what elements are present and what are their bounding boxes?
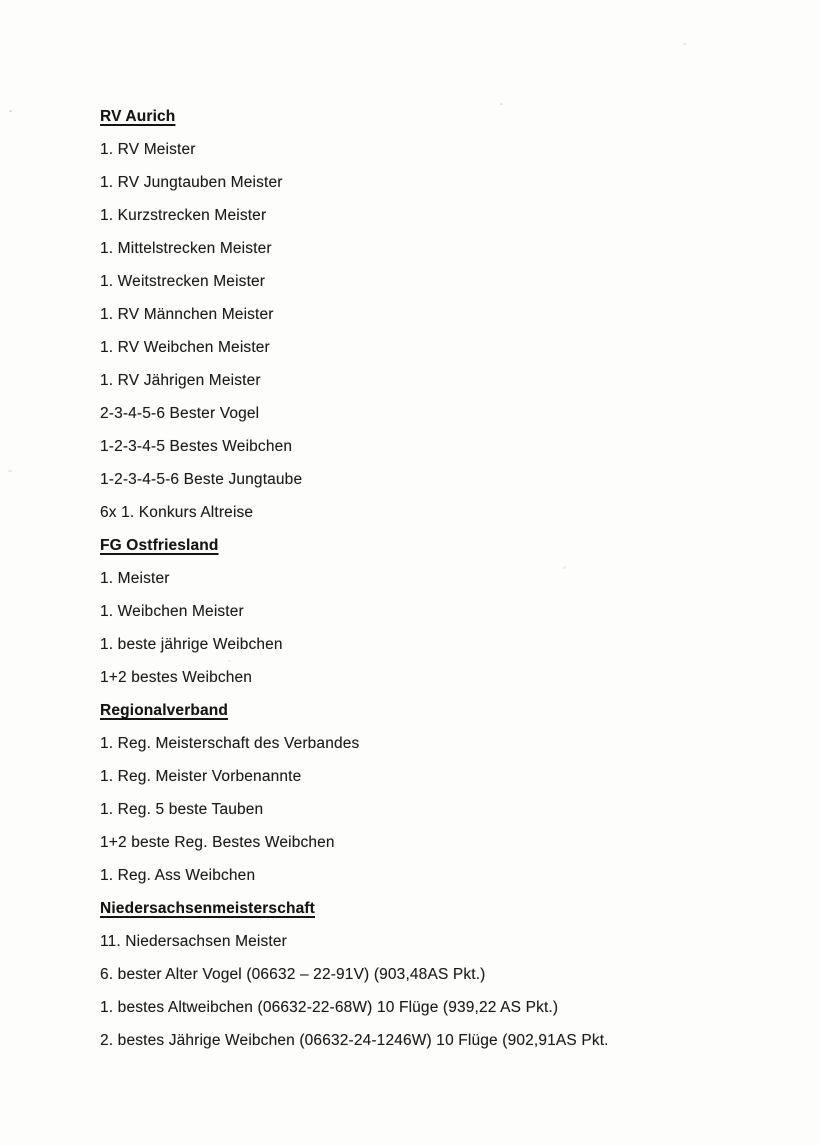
section-heading-fg-ostfriesland: FG Ostfriesland [100,537,219,554]
list-item: 1-2-3-4-5 Bestes Weibchen [100,438,293,455]
list-item: 1+2 beste Reg. Bestes Weibchen [100,834,335,851]
list-item: 2-3-4-5-6 Bester Vogel [100,405,260,422]
list-item: 1. RV Weibchen Meister [100,339,270,356]
list-item: 1. Mittelstrecken Meister [100,240,272,257]
list-item: 1. Weibchen Meister [100,603,244,620]
list-item: 11. Niedersachsen Meister [100,933,287,950]
list-item: 1. RV Meister [100,141,196,158]
list-item: 1+2 bestes Weibchen [100,669,253,686]
list-item: 1. Reg. Ass Weibchen [100,867,256,884]
section-fg-ostfriesland [100,529,760,694]
list-item: 1. Meister [100,570,170,587]
list-item: 2. bestes Jährige Weibchen (06632-24-1246W) 10 Flüge (902,91AS Pkt. [100,1032,609,1049]
section-heading-rv-aurich: RV Aurich [100,108,176,125]
list-item: 6. bester Alter Vogel (06632 – 22-91V) (903,48AS Pkt.) [100,966,486,983]
list-item: 1. bestes Altweibchen (06632-22-68W) 10 Flüge (939,22 AS Pkt.) [100,999,559,1016]
list-item: 1. RV Jungtauben Meister [100,174,283,191]
list-item: 1. beste jährige Weibchen [100,636,283,653]
list-item: 1. Reg. Meister Vorbenannte [100,768,302,785]
list-item: 1-2-3-4-5-6 Beste Jungtaube [100,471,303,488]
list-item: 1. Weitstrecken Meister [100,273,266,290]
list-item: 6x 1. Konkurs Altreise [100,504,254,521]
list-item: 1. Kurzstrecken Meister [100,207,267,224]
section-heading-niedersachsenmeisterschaft: Niedersachsenmeisterschaft [100,900,315,917]
list-item: 1. Reg. Meisterschaft des Verbandes [100,735,360,752]
section-rv-aurich [100,100,760,529]
list-item: 1. RV Männchen Meister [100,306,274,323]
list-item: 1. Reg. 5 beste Tauben [100,801,264,818]
section-regionalverband [100,694,760,892]
section-heading-regionalverband: Regionalverband [100,702,228,719]
section-niedersachsenmeisterschaft [100,892,760,1057]
list-item: 1. RV Jährigen Meister [100,372,261,389]
